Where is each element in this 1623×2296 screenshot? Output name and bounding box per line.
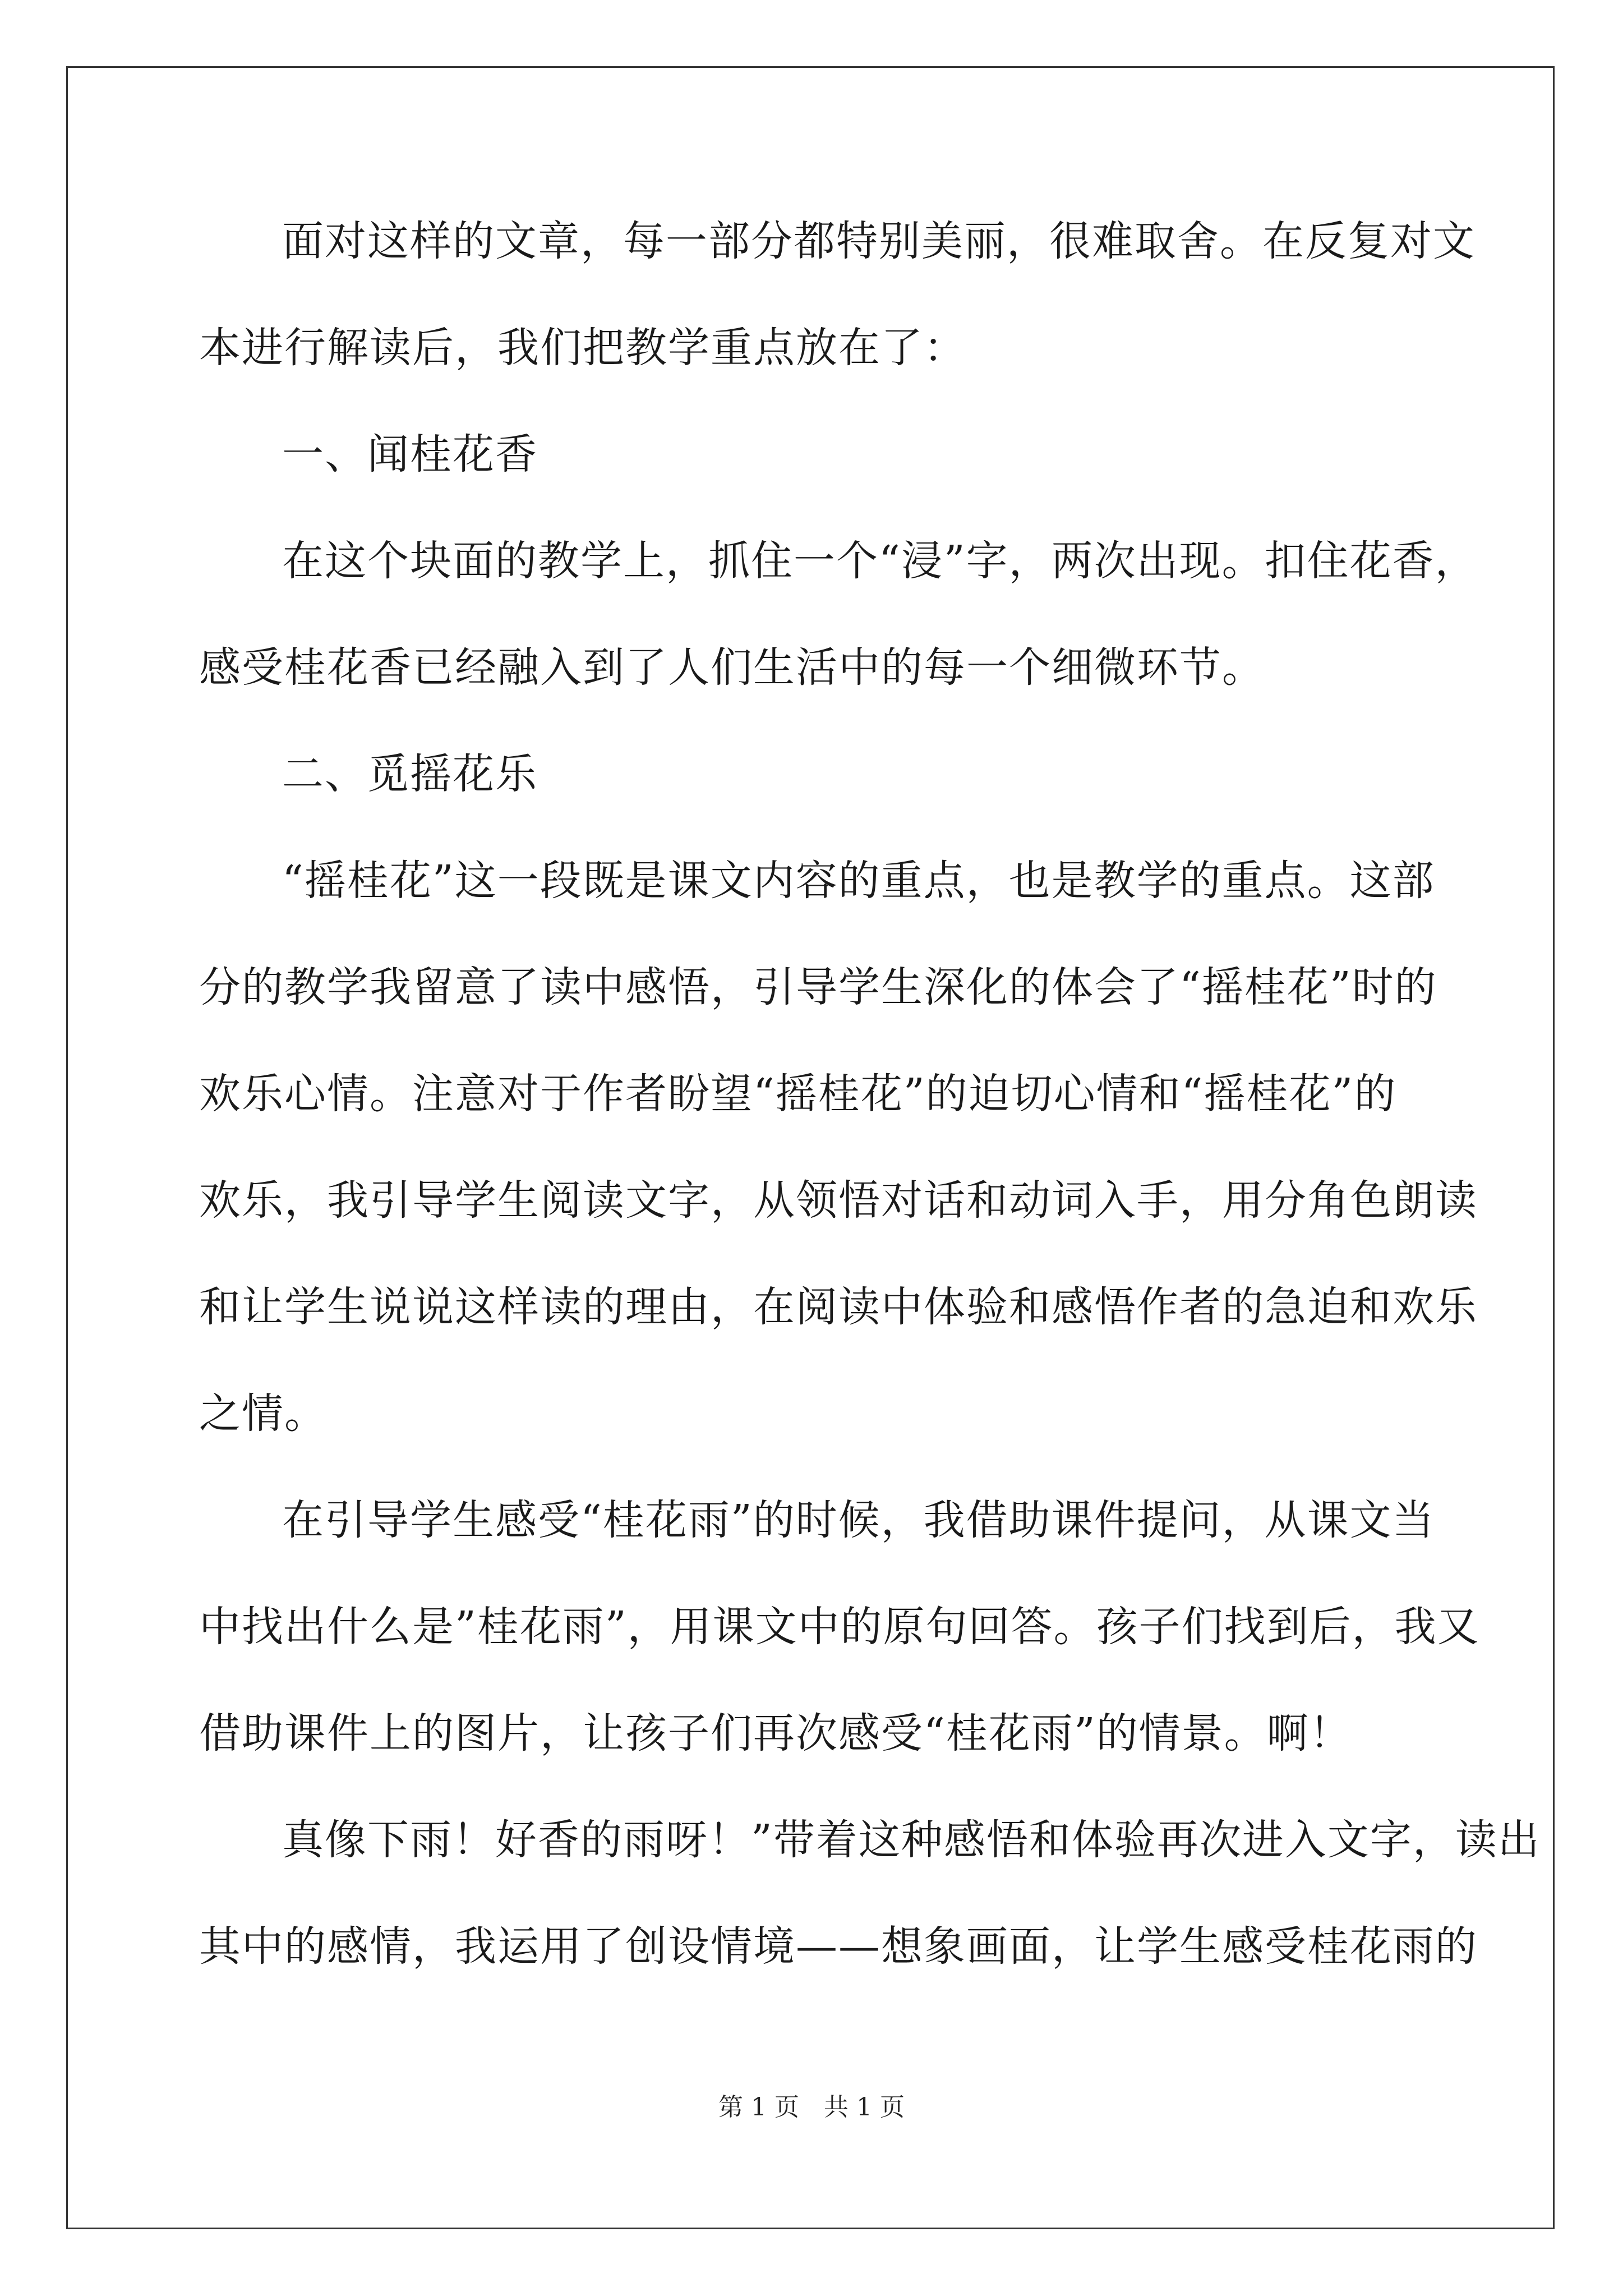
text-line-13: 借助课件上的图片，让孩子们再次感受“桂花雨”的情景。啊！ <box>199 1709 1352 1757</box>
text-line-15: 其中的感情，我运用了创设情境——想象画面，让学生感受桂花雨的 <box>199 1922 1478 1971</box>
text-line-6: 分的教学我留意了读中感悟，引导学生深化的体会了“摇桂花”时的 <box>199 963 1437 1011</box>
page-frame <box>66 66 1555 2229</box>
text-line-2: 本进行解读后，我们把教学重点放在了： <box>199 324 966 372</box>
text-line-5: “摇桂花”这一段既是课文内容的重点，也是教学的重点。这部 <box>282 857 1435 905</box>
text-line-9: 和让学生说说这样读的理由，在阅读中体验和感悟作者的急迫和欢乐 <box>199 1283 1478 1331</box>
text-line-8: 欢乐，我引导学生阅读文字，从领悟对话和动词入手，用分角色朗读 <box>199 1176 1478 1225</box>
text-line-3: 在这个块面的教学上，抓住一个“浸”字，两次出现。扣住花香， <box>282 537 1478 585</box>
text-line-10: 之情。 <box>199 1389 327 1438</box>
text-line-14: 真像下雨！好香的雨呀！”带着这种感悟和体验再次进入文字，读出 <box>282 1816 1541 1864</box>
section-heading-1: 一、闻桂花香 <box>282 430 538 478</box>
text-line-4: 感受桂花香已经融入到了人们生活中的每一个细微环节。 <box>199 643 1265 692</box>
text-line-12: 中找出什么是”桂花雨”，用课文中的原句回答。孩子们找到后，我又 <box>199 1603 1480 1651</box>
page-footer: 第 1 页 共 1 页 <box>718 2093 905 2122</box>
text-line-7: 欢乐心情。注意对于作者盼望“摇桂花”的迫切心情和“摇桂花”的 <box>199 1070 1397 1118</box>
text-line-11: 在引导学生感受“桂花雨”的时候，我借助课件提问，从课文当 <box>282 1496 1435 1544</box>
text-line-1: 面对这样的文章，每一部分都特别美丽，很难取舍。在反复对文 <box>282 217 1476 265</box>
section-heading-2: 二、觅摇花乐 <box>282 750 538 798</box>
